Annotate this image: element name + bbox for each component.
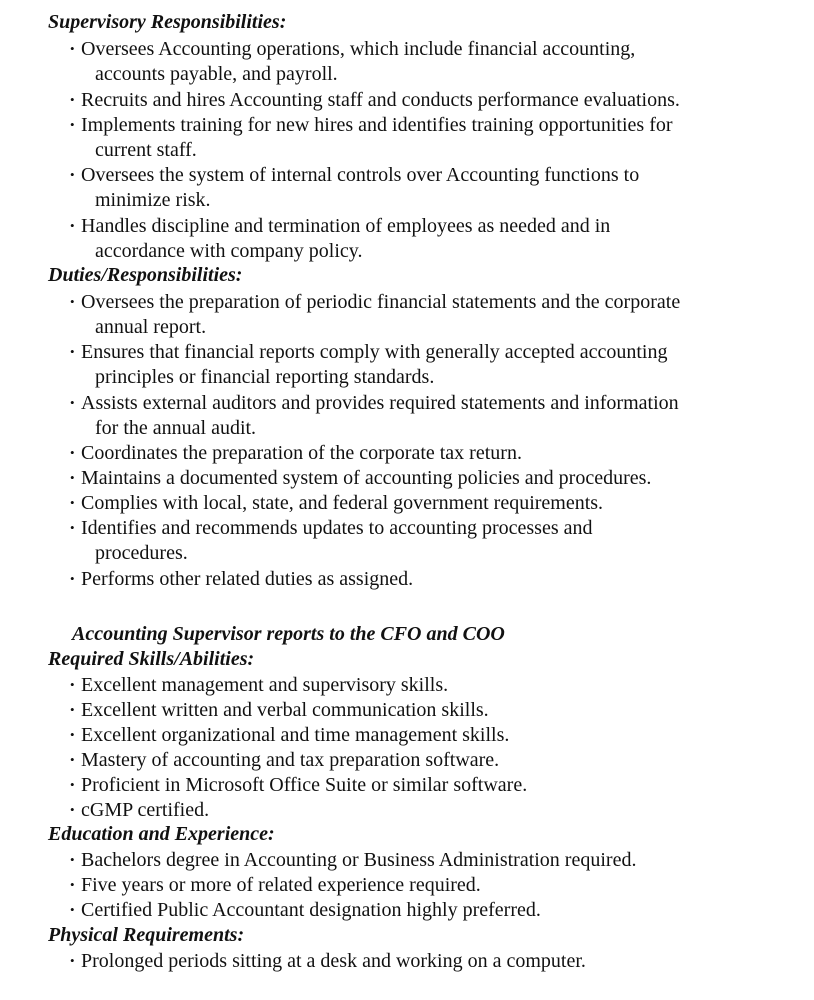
list-item: • Excellent organizational and time management skills.: [70, 724, 510, 746]
bullet-icon: •: [70, 953, 75, 968]
section-heading-duties: Duties/Responsibilities:: [48, 264, 243, 286]
reports-to-line: Accounting Supervisor reports to the CFO and COO: [72, 623, 505, 645]
section-heading-physical: Physical Requirements:: [48, 924, 245, 946]
bullet-icon: •: [70, 727, 75, 742]
bullet-icon: •: [70, 677, 75, 692]
list-item: • Complies with local, state, and federal government requirements.: [70, 492, 604, 514]
bullet-icon: •: [70, 470, 75, 485]
list-item: • Certified Public Accountant designation highly preferred.: [70, 899, 541, 921]
list-item: • Maintains a documented system of accounting policies and procedures.: [70, 467, 652, 489]
bullet-icon: •: [70, 520, 75, 535]
bullet-icon: •: [70, 852, 75, 867]
list-item: • Excellent management and supervisory skills.: [70, 674, 449, 696]
list-item: • Proficient in Microsoft Office Suite or similar software.: [70, 774, 528, 796]
bullet-icon: •: [70, 395, 75, 410]
list-item: • Implements training for new hires and identifies training opportunities for current staff.: [70, 114, 673, 161]
section-heading-supervisory: Supervisory Responsibilities:: [48, 11, 287, 33]
list-item: • cGMP certified.: [70, 799, 210, 821]
list-item: • Identifies and recommends updates to accounting processes and procedures.: [70, 517, 593, 564]
bullet-icon: •: [70, 702, 75, 717]
bullet-icon: •: [70, 41, 75, 56]
bullet-icon: •: [70, 752, 75, 767]
bullet-icon: •: [70, 445, 75, 460]
list-item: • Handles discipline and termination of employees as needed and in accordance with company policy.: [70, 215, 611, 262]
list-item: • Oversees Accounting operations, which include financial accounting, accounts payable, and payroll.: [70, 38, 636, 85]
list-item: • Coordinates the preparation of the corporate tax return.: [70, 442, 522, 464]
list-item: • Mastery of accounting and tax preparation software.: [70, 749, 500, 771]
list-item: • Excellent written and verbal communication skills.: [70, 699, 489, 721]
list-item: • Prolonged periods sitting at a desk and working on a computer.: [70, 950, 586, 972]
bullet-icon: •: [70, 495, 75, 510]
section-heading-skills: Required Skills/Abilities:: [48, 648, 255, 670]
list-item: • Ensures that financial reports comply with generally accepted accounting principles or financial reporting standards.: [70, 341, 668, 388]
bullet-icon: •: [70, 117, 75, 132]
bullet-icon: •: [70, 167, 75, 182]
bullet-icon: •: [70, 344, 75, 359]
list-item: • Bachelors degree in Accounting or Business Administration required.: [70, 849, 637, 871]
list-item: • Oversees the preparation of periodic financial statements and the corporate annual report.: [70, 291, 681, 338]
bullet-icon: •: [70, 902, 75, 917]
bullet-icon: •: [70, 802, 75, 817]
bullet-icon: •: [70, 92, 75, 107]
list-item: • Five years or more of related experience required.: [70, 874, 481, 896]
bullet-icon: •: [70, 294, 75, 309]
bullet-icon: •: [70, 218, 75, 233]
list-item: • Oversees the system of internal controls over Accounting functions to minimize risk.: [70, 164, 640, 211]
section-heading-education: Education and Experience:: [48, 823, 275, 845]
bullet-icon: •: [70, 777, 75, 792]
list-item: • Assists external auditors and provides required statements and information for the annual audit.: [70, 392, 679, 439]
bullet-icon: •: [70, 571, 75, 586]
list-item: • Recruits and hires Accounting staff and conducts performance evaluations.: [70, 89, 680, 111]
bullet-icon: •: [70, 877, 75, 892]
list-item: • Performs other related duties as assigned.: [70, 568, 414, 590]
